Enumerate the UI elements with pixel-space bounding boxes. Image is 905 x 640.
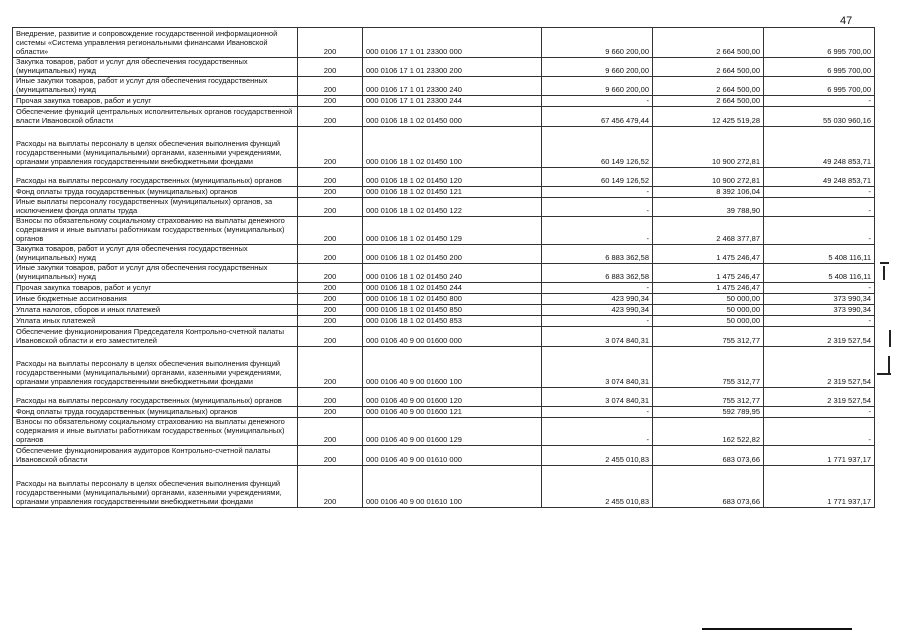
bottom-rule — [702, 628, 852, 630]
row-value-executed: 755 312,77 — [653, 347, 764, 388]
row-value-remaining: 49 248 853,71 — [764, 168, 875, 187]
table-row — [13, 28, 875, 58]
row-name: Закупка товаров, работ и услуг для обеспечения государственных (муниципальных) нужд — [13, 58, 298, 77]
table-row — [13, 407, 875, 418]
row-value-remaining: 1 771 937,17 — [764, 466, 875, 508]
row-name: Прочая закупка товаров, работ и услуг — [13, 96, 298, 107]
row-name: Уплата иных платежей — [13, 316, 298, 327]
row-admin-code: 200 — [298, 264, 363, 283]
row-value-remaining: - — [764, 217, 875, 245]
row-name: Взносы по обязательному социальному страхованию на выплаты денежного содержания и иные выплаты работникам государственных (муниципальных) органов — [13, 418, 298, 446]
row-value-executed: 1 475 246,47 — [653, 264, 764, 283]
table-row — [13, 327, 875, 347]
table-row — [13, 198, 875, 217]
row-admin-code: 200 — [298, 187, 363, 198]
row-budget-code: 000 0106 17 1 01 23300 240 — [363, 77, 542, 96]
page-number: 47 — [840, 15, 853, 27]
row-name: Обеспечение функционирования Председателя Контрольно-счетной палаты Ивановской области и его заместителей — [13, 327, 298, 347]
row-value-remaining: - — [764, 283, 875, 294]
table-row — [13, 264, 875, 283]
row-admin-code: 200 — [298, 283, 363, 294]
row-value-planned: 3 074 840,31 — [542, 347, 653, 388]
row-value-planned: 3 074 840,31 — [542, 388, 653, 407]
row-admin-code: 200 — [298, 294, 363, 305]
row-admin-code: 200 — [298, 28, 363, 58]
row-admin-code: 200 — [298, 96, 363, 107]
table-row — [13, 187, 875, 198]
row-value-executed: 2 664 500,00 — [653, 58, 764, 77]
row-value-executed: 2 664 500,00 — [653, 96, 764, 107]
table-row — [13, 418, 875, 446]
row-budget-code: 000 0106 18 1 02 01450 850 — [363, 305, 542, 316]
row-admin-code: 200 — [298, 77, 363, 96]
row-budget-code: 000 0106 18 1 02 01450 100 — [363, 127, 542, 168]
table-row — [13, 168, 875, 187]
row-name: Иные закупки товаров, работ и услуг для обеспечения государственных (муниципальных) нужд — [13, 264, 298, 283]
row-value-planned: - — [542, 217, 653, 245]
scan-artifact — [889, 330, 891, 347]
row-admin-code: 200 — [298, 58, 363, 77]
row-value-remaining: 2 319 527,54 — [764, 347, 875, 388]
row-budget-code: 000 0106 18 1 02 01450 122 — [363, 198, 542, 217]
row-value-planned: - — [542, 96, 653, 107]
row-value-remaining: 6 995 700,00 — [764, 28, 875, 58]
table-body — [13, 28, 875, 508]
row-admin-code: 200 — [298, 107, 363, 127]
row-value-executed: 12 425 519,28 — [653, 107, 764, 127]
table-row — [13, 305, 875, 316]
row-name: Внедрение, развитие и сопровождение государственной информационной системы «Система управления региональными финансами Ивановской области» — [13, 28, 298, 58]
table-row — [13, 245, 875, 264]
row-name: Расходы на выплаты персоналу в целях обеспечения выполнения функций государственными (муниципальными) органами, казенными учреждениями, органами управления государственными внебюджетными фондами — [13, 127, 298, 168]
row-value-remaining: 6 995 700,00 — [764, 77, 875, 96]
row-value-planned: 60 149 126,52 — [542, 168, 653, 187]
row-budget-code: 000 0106 17 1 01 23300 244 — [363, 96, 542, 107]
row-value-planned: - — [542, 187, 653, 198]
row-value-executed: 162 522,82 — [653, 418, 764, 446]
row-admin-code: 200 — [298, 168, 363, 187]
row-value-executed: 2 468 377,87 — [653, 217, 764, 245]
row-admin-code: 200 — [298, 466, 363, 508]
row-budget-code: 000 0106 18 1 02 01450 129 — [363, 217, 542, 245]
table-row — [13, 127, 875, 168]
row-value-remaining: - — [764, 198, 875, 217]
row-budget-code: 000 0106 17 1 01 23300 200 — [363, 58, 542, 77]
table-row — [13, 347, 875, 388]
table-row — [13, 466, 875, 508]
row-value-remaining: - — [764, 407, 875, 418]
row-value-executed: 592 789,95 — [653, 407, 764, 418]
row-admin-code: 200 — [298, 446, 363, 466]
scan-artifact — [888, 356, 890, 374]
row-value-remaining: 373 990,34 — [764, 305, 875, 316]
row-name: Уплата налогов, сборов и иных платежей — [13, 305, 298, 316]
row-value-planned: 67 456 479,44 — [542, 107, 653, 127]
row-value-remaining: - — [764, 316, 875, 327]
row-budget-code: 000 0106 18 1 02 01450 121 — [363, 187, 542, 198]
row-value-planned: 3 074 840,31 — [542, 327, 653, 347]
table-row — [13, 96, 875, 107]
row-value-executed: 10 900 272,81 — [653, 168, 764, 187]
row-value-remaining: 373 990,34 — [764, 294, 875, 305]
row-budget-code: 000 0106 18 1 02 01450 853 — [363, 316, 542, 327]
row-admin-code: 200 — [298, 305, 363, 316]
row-value-remaining: 6 995 700,00 — [764, 58, 875, 77]
row-budget-code: 000 0106 18 1 02 01450 000 — [363, 107, 542, 127]
row-name: Обеспечение функций центральных исполнительных органов государственной власти Ивановской области — [13, 107, 298, 127]
row-admin-code: 200 — [298, 347, 363, 388]
table-row — [13, 58, 875, 77]
scan-artifact — [883, 266, 885, 280]
row-budget-code: 000 0106 18 1 02 01450 120 — [363, 168, 542, 187]
row-name: Обеспечение функционирования аудиторов Контрольно-счетной палаты Ивановской области — [13, 446, 298, 466]
row-name: Закупка товаров, работ и услуг для обеспечения государственных (муниципальных) нужд — [13, 245, 298, 264]
row-name: Расходы на выплаты персоналу в целях обеспечения выполнения функций государственными (муниципальными) органами, казенными учреждениями, органами управления государственными внебюджетными фондами — [13, 347, 298, 388]
row-budget-code: 000 0106 40 9 00 01600 120 — [363, 388, 542, 407]
row-value-executed: 10 900 272,81 — [653, 127, 764, 168]
row-value-planned: - — [542, 316, 653, 327]
row-name: Иные закупки товаров, работ и услуг для обеспечения государственных (муниципальных) нужд — [13, 77, 298, 96]
row-budget-code: 000 0106 17 1 01 23300 000 — [363, 28, 542, 58]
row-budget-code: 000 0106 40 9 00 01600 100 — [363, 347, 542, 388]
row-value-remaining: 2 319 527,54 — [764, 327, 875, 347]
row-admin-code: 200 — [298, 388, 363, 407]
row-value-remaining: - — [764, 96, 875, 107]
row-name: Расходы на выплаты персоналу государственных (муниципальных) органов — [13, 388, 298, 407]
row-value-executed: 50 000,00 — [653, 294, 764, 305]
row-admin-code: 200 — [298, 245, 363, 264]
row-value-planned: 2 455 010,83 — [542, 466, 653, 508]
row-value-remaining: 5 408 116,11 — [764, 264, 875, 283]
table-row — [13, 446, 875, 466]
row-value-planned: 9 660 200,00 — [542, 77, 653, 96]
scan-artifact — [880, 262, 889, 264]
row-value-executed: 683 073,66 — [653, 466, 764, 508]
row-value-planned: - — [542, 407, 653, 418]
row-value-executed: 755 312,77 — [653, 388, 764, 407]
row-name: Фонд оплаты труда государственных (муниципальных) органов — [13, 187, 298, 198]
row-admin-code: 200 — [298, 198, 363, 217]
row-value-executed: 2 664 500,00 — [653, 77, 764, 96]
row-value-executed: 50 000,00 — [653, 305, 764, 316]
row-value-planned: 6 883 362,58 — [542, 264, 653, 283]
row-name: Фонд оплаты труда государственных (муниципальных) органов — [13, 407, 298, 418]
row-name: Прочая закупка товаров, работ и услуг — [13, 283, 298, 294]
row-budget-code: 000 0106 40 9 00 01600 000 — [363, 327, 542, 347]
row-admin-code: 200 — [298, 418, 363, 446]
row-value-remaining: 55 030 960,16 — [764, 107, 875, 127]
table-row — [13, 77, 875, 96]
budget-table — [12, 27, 875, 508]
row-value-remaining: 5 408 116,11 — [764, 245, 875, 264]
row-value-executed: 1 475 246,47 — [653, 283, 764, 294]
row-name: Расходы на выплаты персоналу в целях обеспечения выполнения функций государственными (муниципальными) органами, казенными учреждениями, органами управления государственными внебюджетными фондами — [13, 466, 298, 508]
row-name: Расходы на выплаты персоналу государственных (муниципальных) органов — [13, 168, 298, 187]
row-value-planned: 423 990,34 — [542, 305, 653, 316]
row-value-remaining: - — [764, 187, 875, 198]
table-row — [13, 283, 875, 294]
table-row — [13, 107, 875, 127]
row-value-remaining: 49 248 853,71 — [764, 127, 875, 168]
row-value-planned: - — [542, 418, 653, 446]
row-budget-code: 000 0106 18 1 02 01450 800 — [363, 294, 542, 305]
row-value-planned: - — [542, 283, 653, 294]
row-value-executed: 8 392 106,04 — [653, 187, 764, 198]
row-name: Взносы по обязательному социальному страхованию на выплаты денежного содержания и иные выплаты работникам государственных (муниципальных) органов — [13, 217, 298, 245]
row-value-executed: 50 000,00 — [653, 316, 764, 327]
row-budget-code: 000 0106 18 1 02 01450 244 — [363, 283, 542, 294]
row-value-planned: 2 455 010,83 — [542, 446, 653, 466]
row-value-planned: 423 990,34 — [542, 294, 653, 305]
table-row — [13, 294, 875, 305]
row-name: Иные выплаты персоналу государственных (муниципальных) органов, за исключением фонда оплаты труда — [13, 198, 298, 217]
row-admin-code: 200 — [298, 217, 363, 245]
row-value-planned: - — [542, 198, 653, 217]
table-row — [13, 217, 875, 245]
row-value-executed: 683 073,66 — [653, 446, 764, 466]
row-admin-code: 200 — [298, 407, 363, 418]
table-row — [13, 388, 875, 407]
row-value-executed: 39 788,90 — [653, 198, 764, 217]
row-budget-code: 000 0106 40 9 00 01610 100 — [363, 466, 542, 508]
row-budget-code: 000 0106 40 9 00 01600 129 — [363, 418, 542, 446]
row-value-planned: 9 660 200,00 — [542, 58, 653, 77]
table-row — [13, 316, 875, 327]
row-value-executed: 1 475 246,47 — [653, 245, 764, 264]
row-value-remaining: 2 319 527,54 — [764, 388, 875, 407]
row-admin-code: 200 — [298, 327, 363, 347]
row-budget-code: 000 0106 18 1 02 01450 200 — [363, 245, 542, 264]
row-value-executed: 755 312,77 — [653, 327, 764, 347]
row-budget-code: 000 0106 18 1 02 01450 240 — [363, 264, 542, 283]
row-value-planned: 60 149 126,52 — [542, 127, 653, 168]
row-name: Иные бюджетные ассигнования — [13, 294, 298, 305]
row-value-remaining: - — [764, 418, 875, 446]
row-value-remaining: 1 771 937,17 — [764, 446, 875, 466]
row-value-planned: 6 883 362,58 — [542, 245, 653, 264]
row-admin-code: 200 — [298, 316, 363, 327]
row-budget-code: 000 0106 40 9 00 01600 121 — [363, 407, 542, 418]
row-admin-code: 200 — [298, 127, 363, 168]
row-budget-code: 000 0106 40 9 00 01610 000 — [363, 446, 542, 466]
row-value-planned: 9 660 200,00 — [542, 28, 653, 58]
row-value-executed: 2 664 500,00 — [653, 28, 764, 58]
